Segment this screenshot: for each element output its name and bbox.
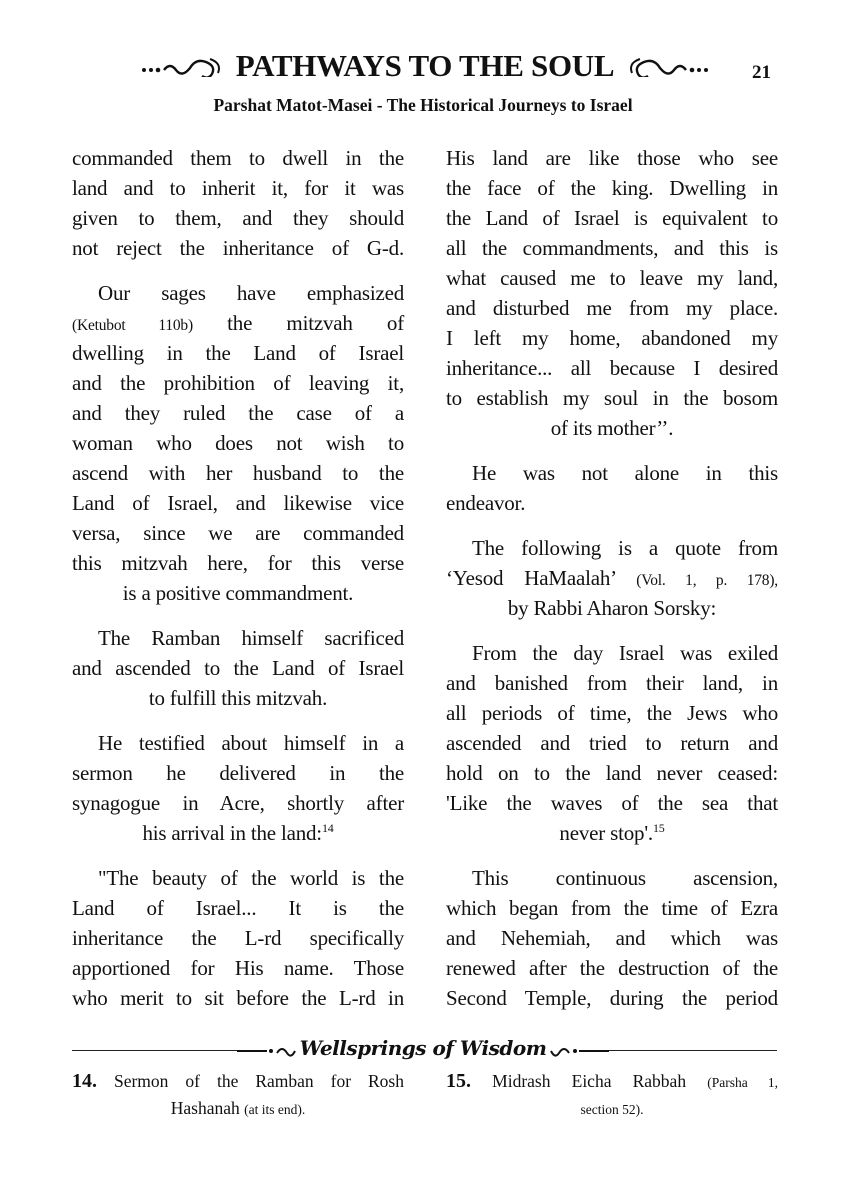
text-line <box>72 488 404 518</box>
text-line <box>72 983 404 1013</box>
text-segment: and they ruled the case of a <box>72 401 404 425</box>
text-segment: renewed after the destruction of the <box>446 956 778 980</box>
footnote-citation: (Parsha 1, <box>707 1075 778 1090</box>
footnote-14 <box>72 1068 404 1122</box>
text-segment: woman who does not wish to <box>72 431 404 455</box>
text-segment: and the prohibition of leaving it, <box>72 371 404 395</box>
text-segment: the Land of Israel is equivalent to <box>446 206 778 230</box>
footnote-text: Sermon of the Ramban for Rosh <box>113 1071 404 1091</box>
text-segment: Second Temple, during the period <box>446 986 778 1010</box>
text-line <box>446 638 778 668</box>
text-line <box>446 863 778 893</box>
running-header <box>0 48 846 92</box>
text-line <box>72 173 404 203</box>
text-line <box>72 518 404 548</box>
text-segment: From the day Israel was exiled <box>472 641 778 665</box>
text-segment: to establish my soul in the bosom <box>446 386 778 410</box>
text-segment: synagogue in Acre, shortly after <box>72 791 404 815</box>
text-segment: He was not alone in this <box>472 461 778 485</box>
text-line <box>72 398 404 428</box>
text-line <box>72 623 404 653</box>
text-segment: is a positive commandment. <box>122 581 354 605</box>
text-line <box>446 383 778 413</box>
running-title: PATHWAYS TO THE SOUL <box>235 48 615 83</box>
footnote-citation: section 52). <box>580 1102 644 1117</box>
footnote-15 <box>446 1068 778 1122</box>
text-segment: ‘Yesod HaMaalah’ <box>446 566 637 590</box>
page-number: 21 <box>752 62 771 83</box>
text-line <box>446 533 778 563</box>
text-line <box>72 233 404 263</box>
footnote-number: 14. <box>72 1070 97 1092</box>
text-segment: His land are like those who see <box>446 146 778 170</box>
paragraph <box>72 863 404 1013</box>
text-line <box>72 578 404 608</box>
text-line <box>446 818 778 848</box>
text-line <box>446 593 778 623</box>
text-line <box>72 863 404 893</box>
text-segment: This continuous ascension, <box>472 866 778 890</box>
text-line <box>72 278 404 308</box>
text-segment: He testified about himself in a <box>98 731 404 755</box>
text-line <box>446 563 778 593</box>
text-line <box>72 458 404 488</box>
text-line <box>72 953 404 983</box>
right-column <box>446 143 778 1028</box>
text-segment: given to them, and they should <box>72 206 404 230</box>
text-line <box>446 698 778 728</box>
text-line <box>72 308 404 338</box>
text-line <box>446 353 778 383</box>
text-line <box>446 413 778 443</box>
paragraph <box>446 638 778 848</box>
text-line <box>446 458 778 488</box>
text-segment: and ascended to the Land of Israel <box>72 656 404 680</box>
text-line <box>446 293 778 323</box>
text-segment: inheritance the L-rd specifically <box>72 926 404 950</box>
text-segment: all the commandments, and this is <box>446 236 778 260</box>
text-line <box>72 653 404 683</box>
paragraph <box>446 143 778 443</box>
right-ornament-icon <box>618 55 710 77</box>
paragraph <box>72 728 404 848</box>
footnote-text: Hashanah <box>170 1098 245 1118</box>
text-line <box>446 728 778 758</box>
text-segment: endeavor. <box>446 491 526 515</box>
text-segment: ascended and tried to return and <box>446 731 778 755</box>
paragraph <box>72 278 404 608</box>
text-line <box>446 488 778 518</box>
text-segment: which began from the time of Ezra <box>446 896 778 920</box>
footnote-citation: (at its end). <box>244 1102 306 1117</box>
paragraph <box>72 143 404 263</box>
text-segment: land and to inherit it, for it was <box>72 176 404 200</box>
footnote-text: Midrash Eicha Rabbah <box>492 1071 708 1091</box>
left-column <box>72 143 404 1028</box>
text-line <box>72 893 404 923</box>
text-line <box>72 923 404 953</box>
text-line <box>72 683 404 713</box>
footnote-reference: 14 <box>321 821 334 835</box>
text-line <box>446 893 778 923</box>
text-line <box>72 428 404 458</box>
text-line <box>446 323 778 353</box>
text-line <box>446 953 778 983</box>
footnote-section-heading <box>0 1036 846 1060</box>
text-segment: and banished from their land, in <box>446 671 778 695</box>
text-segment: and Nehemiah, and which was <box>446 926 778 950</box>
wellsprings-label: Wellsprings of Wisdom <box>297 1036 550 1060</box>
chapter-subtitle: Parshat Matot-Masei - The Historical Journeys to Israel <box>213 95 633 115</box>
text-line <box>446 668 778 698</box>
paragraph <box>72 623 404 713</box>
text-line <box>72 788 404 818</box>
text-segment: of its mother’’. <box>550 416 674 440</box>
text-segment: Our sages have emphasized <box>98 281 404 305</box>
text-line <box>446 923 778 953</box>
text-segment: hold on to the land never ceased: <box>446 761 778 785</box>
left-ornament-icon <box>140 55 232 77</box>
text-segment: the mitzvah of <box>192 311 404 335</box>
text-line <box>446 173 778 203</box>
text-segment: "The beauty of the world is the <box>98 866 404 890</box>
text-segment: by Rabbi Aharon Sorsky: <box>507 596 717 620</box>
text-segment: sermon he delivered in the <box>72 761 404 785</box>
footnote-reference: 15 <box>652 821 665 835</box>
left-flourish-icon <box>237 1044 297 1058</box>
text-segment: ascend with her husband to the <box>72 461 404 485</box>
footnote-number: 15. <box>446 1070 471 1092</box>
text-segment: the face of the king. Dwelling in <box>446 176 778 200</box>
citation: (Vol. 1, p. 178), <box>636 572 778 589</box>
text-line <box>72 203 404 233</box>
text-segment: Land of Israel, and likewise vice <box>72 491 404 515</box>
text-line <box>72 368 404 398</box>
text-segment: I left my home, abandoned my <box>446 326 778 350</box>
text-line <box>446 233 778 263</box>
text-segment: versa, since we are commanded <box>72 521 404 545</box>
text-segment: his arrival in the land: <box>142 821 322 845</box>
text-segment: what caused me to leave my land, <box>446 266 778 290</box>
citation: (Ketubot 110b) <box>72 317 193 334</box>
text-line <box>446 143 778 173</box>
text-line <box>72 758 404 788</box>
text-line <box>72 728 404 758</box>
text-segment: The following is a quote from <box>472 536 778 560</box>
paragraph <box>446 533 778 623</box>
text-line <box>72 548 404 578</box>
text-segment: this mitzvah here, for this verse <box>72 551 404 575</box>
text-line <box>72 338 404 368</box>
text-line <box>446 263 778 293</box>
text-segment: never stop'. <box>559 821 653 845</box>
text-segment: all periods of time, the Jews who <box>446 701 778 725</box>
text-segment: dwelling in the Land of Israel <box>72 341 404 365</box>
text-segment: inheritance... all because I desired <box>446 356 778 380</box>
paragraph <box>446 458 778 518</box>
text-line <box>446 758 778 788</box>
text-segment: to fulfill this mitzvah. <box>148 686 328 710</box>
text-segment: commanded them to dwell in the <box>72 146 404 170</box>
text-segment: 'Like the waves of the sea that <box>446 791 778 815</box>
text-line <box>72 818 404 848</box>
right-flourish-icon <box>549 1044 609 1058</box>
text-line <box>72 143 404 173</box>
text-segment: not reject the inheritance of G-d. <box>72 236 404 260</box>
text-segment: who merit to sit before the L-rd in <box>72 986 404 1010</box>
text-segment: Land of Israel... It is the <box>72 896 404 920</box>
text-line <box>446 788 778 818</box>
text-segment: and disturbed me from my place. <box>446 296 778 320</box>
text-line <box>446 983 778 1013</box>
text-segment: The Ramban himself sacrificed <box>98 626 404 650</box>
text-segment: apportioned for His name. Those <box>72 956 404 980</box>
paragraph <box>446 863 778 1013</box>
text-line <box>446 203 778 233</box>
